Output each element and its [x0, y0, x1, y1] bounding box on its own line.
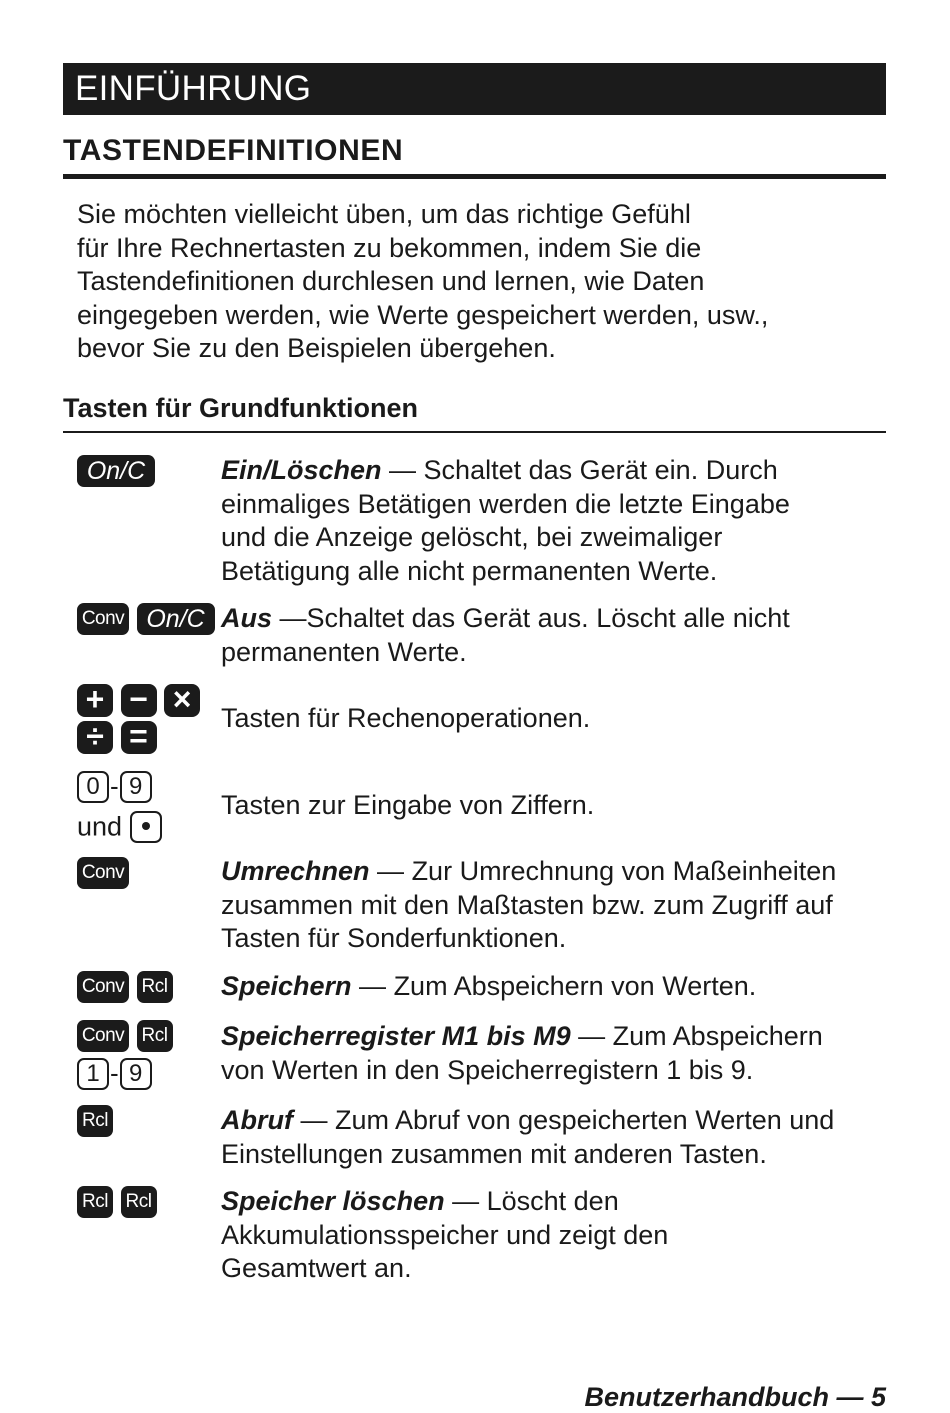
entry-term: Speichern — [221, 971, 352, 1001]
entry-term: Abruf — [221, 1105, 293, 1135]
entry-line: einmaliges Betätigen werden die letzte Eingabe — [221, 488, 790, 519]
section-banner: EINFÜHRUNG — [63, 63, 886, 115]
entry-line: Akkumulationsspeicher und zeigt den — [221, 1219, 669, 1250]
group-heading: Tasten für Grundfunktionen — [63, 393, 418, 423]
key-minus: − — [121, 684, 157, 717]
entry-operations — [221, 702, 901, 736]
entry-line: zusammen mit den Maßtasten bzw. zum Zugriff auf — [221, 889, 833, 920]
keys-onc — [77, 455, 155, 487]
und-label: und — [77, 811, 123, 842]
entry-line: Schaltet das Gerät ein. Durch — [423, 455, 778, 485]
keys-digits — [77, 770, 162, 843]
intro-line: Sie möchten vielleicht üben, um das richtige Gefühl — [77, 199, 691, 229]
intro-line: für Ihre Rechnertasten zu bekommen, indem Sie die — [77, 232, 702, 263]
range-dash: - — [110, 771, 119, 802]
key-rcl: Rcl — [137, 971, 173, 1003]
entry-line: Zum Abspeichern — [612, 1021, 823, 1051]
intro-line: bevor Sie zu den Beispielen übergehen. — [77, 333, 556, 364]
keys-operations — [77, 681, 200, 754]
entry-line: Tasten für Rechenoperationen. — [221, 703, 591, 733]
entry-memory-registers — [221, 1020, 901, 1087]
entry-store — [221, 970, 901, 1004]
key-conv: Conv — [77, 971, 129, 1003]
entry-line: Einstellungen zusammen mit anderen Tasten. — [221, 1138, 767, 1169]
entry-line: Gesamtwert an. — [221, 1253, 412, 1284]
key-onc: On/C — [77, 455, 155, 487]
entry-off — [221, 602, 901, 669]
entry-term: Speicherregister M1 bis M9 — [221, 1021, 571, 1051]
subsection-title: TASTENDEFINITIONEN — [63, 134, 404, 167]
entry-sep: — — [369, 856, 412, 886]
intro-paragraph — [77, 198, 867, 366]
entry-term: Ein/Löschen — [221, 455, 382, 485]
entry-sep: — — [272, 603, 307, 633]
key-conv: Conv — [77, 603, 129, 635]
key-decimal — [130, 811, 162, 843]
intro-line: eingegeben werden, wie Werte gespeichert werden, usw., — [77, 299, 769, 330]
entry-line: Tasten zur Eingabe von Ziffern. — [221, 790, 595, 820]
entry-convert — [221, 855, 901, 956]
key-conv: Conv — [77, 857, 129, 889]
intro-line: Tastendefinitionen durchlesen und lernen, wie Daten — [77, 266, 705, 297]
title-rule — [63, 174, 886, 179]
key-onc: On/C — [137, 603, 215, 635]
keys-conv-onc — [77, 603, 215, 635]
key-rcl: Rcl — [77, 1186, 113, 1218]
entry-sep: — — [570, 1021, 613, 1051]
entry-line: Betätigung alle nicht permanenten Werte. — [221, 555, 718, 586]
group-rule — [63, 431, 886, 433]
entry-line: permanenten Werte. — [221, 636, 467, 667]
entry-line: Zum Abspeichern von Werten. — [393, 971, 757, 1001]
key-plus: + — [77, 684, 113, 717]
entry-line: von Werten in den Speicherregistern 1 bis 9. — [221, 1054, 754, 1085]
entry-line: Schaltet das Gerät aus. Löscht alle nicht — [306, 603, 790, 633]
entry-line: Tasten für Sonderfunktionen. — [221, 923, 567, 954]
decimal-dot-icon — [142, 822, 150, 830]
key-conv: Conv — [77, 1020, 129, 1052]
key-rcl: Rcl — [137, 1020, 173, 1052]
key-rcl: Rcl — [121, 1186, 157, 1218]
entry-term: Speicher löschen — [221, 1186, 445, 1216]
entry-term: Umrechnen — [221, 856, 370, 886]
key-divide: ÷ — [77, 721, 113, 754]
entry-digits — [221, 789, 901, 823]
key-times: × — [164, 684, 200, 717]
key-one: 1 — [77, 1058, 109, 1090]
keys-conv — [77, 857, 129, 889]
entry-sep: — — [351, 971, 394, 1001]
range-dash: - — [110, 1058, 119, 1089]
entry-line: Zur Umrechnung von Maßeinheiten — [411, 856, 837, 886]
entry-sep: — — [444, 1186, 487, 1216]
entry-term: Aus — [221, 603, 273, 633]
entry-clear-memory — [221, 1185, 901, 1286]
key-equals: = — [121, 721, 157, 754]
entry-line: Zum Abruf von gespeicherten Werten und — [335, 1105, 835, 1135]
entry-line: Löscht den — [486, 1186, 619, 1216]
keys-conv-rcl — [77, 971, 173, 1003]
entry-line: und die Anzeige gelöscht, bei zweimaliger — [221, 522, 723, 553]
keys-rcl-rcl — [77, 1186, 157, 1218]
keys-rcl — [77, 1105, 113, 1137]
entry-sep: — — [381, 455, 424, 485]
keys-memory-registers — [77, 1020, 173, 1090]
key-zero: 0 — [77, 771, 109, 803]
entry-sep: — — [292, 1105, 335, 1135]
page-footer: Benutzerhandbuch — 5 — [584, 1382, 886, 1412]
key-rcl: Rcl — [77, 1105, 113, 1137]
entry-recall — [221, 1104, 901, 1171]
entry-on-clear — [221, 454, 901, 588]
key-nine: 9 — [120, 1058, 152, 1090]
key-nine: 9 — [120, 771, 152, 803]
